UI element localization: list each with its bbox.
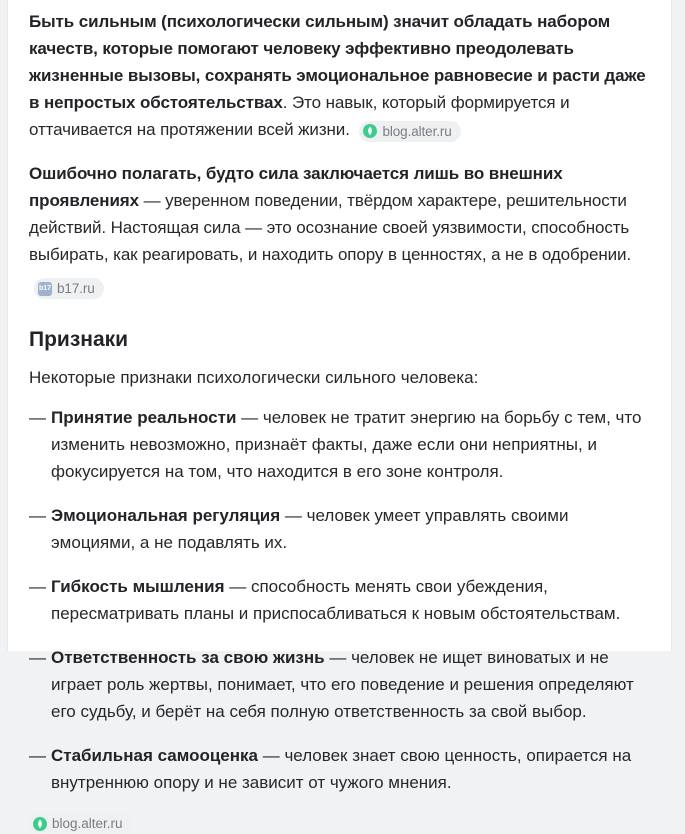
- section-heading: Признаки: [29, 328, 129, 351]
- b17-favicon-icon: b17: [38, 282, 52, 296]
- footer-source-row: [29, 813, 649, 834]
- list-item: — Эмоциональная регуляция — человек умеет управлять своими эмоциями, а не подавлять их.: [29, 502, 649, 556]
- list-item: — Гибкость мышления — способность менять свои убеждения, пересматривать планы и приспосабливаться к новым обстоятельствам.: [29, 573, 649, 627]
- footer-source-badge-alter[interactable]: [29, 813, 132, 834]
- list-item: — Принятие реальности — человек не тратит энергию на борьбу с тем, что изменить невозможно, признаёт факты, даже если они неприятны, и фокусируется на том, что находится в его зоне контроля.: [29, 404, 649, 485]
- second-paragraph-bold: Ошибочно полагать, будто сила заключается лишь во внешних проявлениях: [29, 164, 563, 210]
- second-paragraph-regular: — уверенном поведении, твёрдом характере, решительности действий. Настоящая сила — это осознание своей уязвимости, способность выбирать, как реагировать, и находить опору в ценностях, а не в одобрении.: [29, 191, 632, 264]
- list-item-desc: способность менять свои убеждения, пересматривать планы и приспосабливаться к новым обстоятельствам.: [51, 577, 621, 623]
- list-item-desc: человек не ищет виноватых и не играет роль жертвы, понимает, что его поведение и решения определяют его судьбу, и берёт на себя полную ответственность за свой выбор.: [51, 648, 634, 721]
- intro-paragraph-bold: Быть сильным (психологически сильным) значит обладать набором качеств, которые помогают человеку эффективно преодолевать жизненные вызовы, сохранять эмоциональное равновесие и расти даже в непростых обстоятельствах: [29, 12, 646, 112]
- intro-paragraph-regular: . Это навык, который формируется и оттачивается на протяжении всей жизни.: [29, 93, 570, 139]
- source-badge-alter-label: blog.alter.ru: [382, 123, 452, 139]
- dash-marker: —: [29, 648, 46, 667]
- list-item-term: Гибкость мышления: [51, 577, 225, 596]
- list-item-term: Эмоциональная регуляция: [51, 506, 281, 525]
- alter-favicon-icon: [363, 124, 377, 138]
- dash-marker: —: [29, 408, 46, 427]
- dash-marker: —: [29, 746, 46, 765]
- alter-favicon-icon: [33, 817, 47, 831]
- intro-paragraph: [29, 8, 649, 143]
- list-item-term: Стабильная самооценка: [51, 746, 258, 765]
- list-item-term: Ответственность за свою жизнь: [51, 648, 325, 667]
- answer-card: [7, 0, 672, 831]
- footer-source-badge-label: blog.alter.ru: [52, 816, 123, 831]
- list-item-term: Принятие реальности: [51, 408, 237, 427]
- list-item-desc: человек умеет управлять своими эмоциями, а не подавлять их.: [51, 506, 569, 552]
- second-paragraph: [29, 160, 649, 299]
- list-item-desc: человек знает свою ценность, опирается на внутреннюю опору и не зависит от чужого мнения.: [51, 746, 632, 792]
- source-badge-b17-label: b17.ru: [57, 281, 95, 296]
- dash-marker: —: [29, 577, 46, 596]
- source-badge-alter[interactable]: [359, 121, 460, 142]
- signs-list: [29, 404, 649, 796]
- list-intro: Некоторые признаки психологически сильного человека:: [29, 368, 479, 387]
- source-badge-b17[interactable]: [34, 278, 104, 299]
- list-item-desc: человек не тратит энергию на борьбу с тем, что изменить невозможно, признаёт факты, даже если они неприятны, и фокусируется на том, что находится в его зоне контроля.: [51, 408, 642, 481]
- list-item: — Ответственность за свою жизнь — человек не ищет виноватых и не играет роль жертвы, понимает, что его поведение и решения определяют его судьбу, и берёт на себя полную ответственность за свой выбор.: [29, 644, 649, 725]
- dash-marker: —: [29, 506, 46, 525]
- list-item: — Стабильная самооценка — человек знает свою ценность, опирается на внутреннюю опору и не зависит от чужого мнения.: [29, 742, 649, 796]
